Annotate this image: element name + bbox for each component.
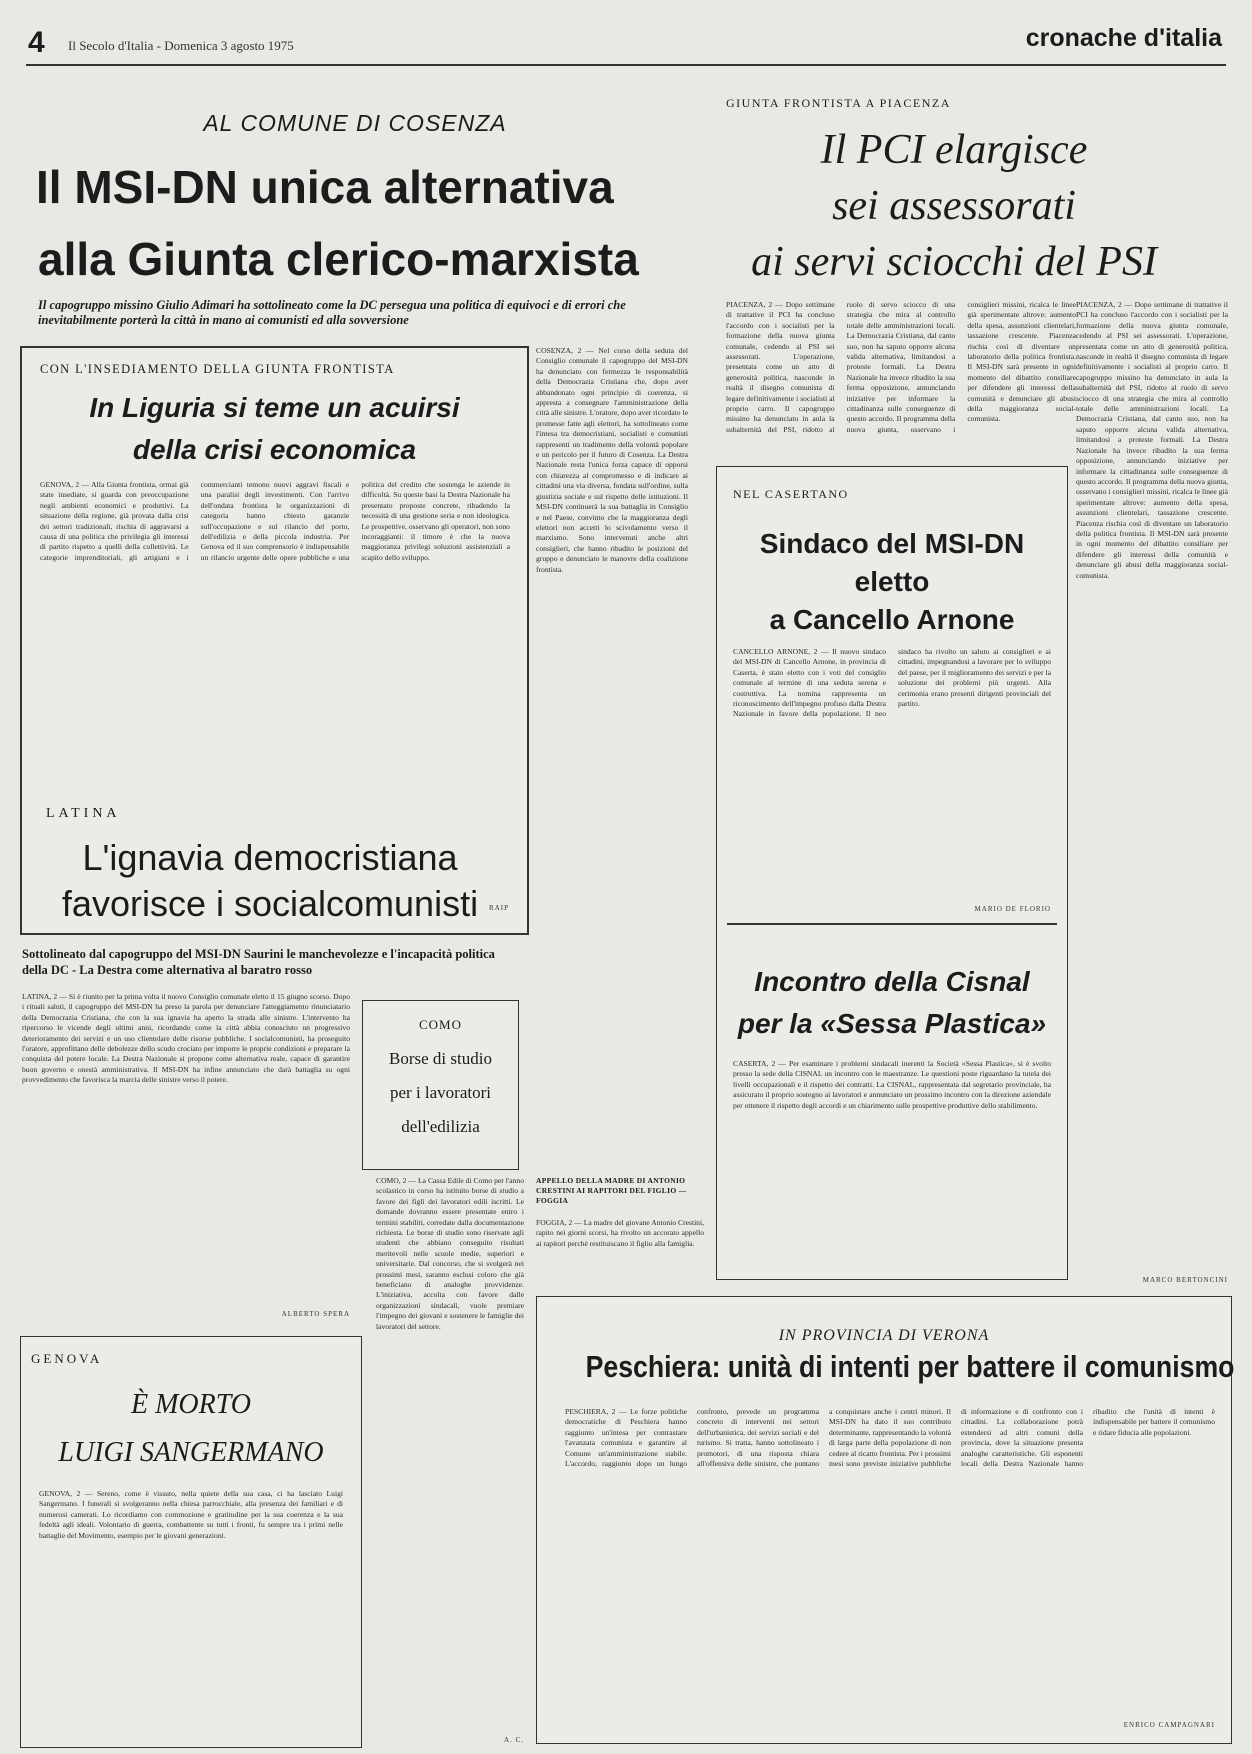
- como-signature: A. C.: [504, 1736, 524, 1744]
- cosenza-subtitle: Il capogruppo missino Giulio Adimari ha sottolineato come la DC persegua una politica di equivoci e di errori che inevitabilmente porterà la città in mano ai comunisti ed alla sovversione: [38, 298, 626, 327]
- casertano-divider: [727, 923, 1057, 925]
- piacenza-kicker: GIUNTA FRONTISTA A PIACENZA: [726, 96, 951, 110]
- como-title-line2: per i lavoratori: [389, 1083, 491, 1102]
- verona-title: Peschiera: unità di intenti per battere il comunismo: [585, 1349, 1235, 1384]
- liguria-title-line2: della crisi economica: [132, 434, 417, 465]
- cosenza-title-line1: Il MSI-DN unica alternativa: [36, 161, 614, 213]
- liguria-signature: RAIP: [489, 904, 509, 912]
- casertano-box: [716, 466, 1068, 1280]
- verona-signature: ENRICO CAMPAGNARI: [1123, 1721, 1215, 1729]
- liguria-kicker: CON L'INSEDIAMENTO DELLA GIUNTA FRONTISTA: [40, 362, 395, 376]
- genova-body: GENOVA, 2 — Sereno, come è vissuto, nella quiete della sua casa, ci ha lasciato Luigi Sangermano. I funerali si svolgeranno nella chiesa parrocchiale, alla presenza dei familiari e di numerosi camerati. Lo ricordiamo con commozione e gratitudine per la sua coerenza e la sua fedeltà agli ideali. Volontario di guerra, combattente su tutti i fronti, fu sempre tra i primi nelle battaglie del Movimento, esempio per le giovani generazioni.: [39, 1489, 343, 1540]
- verona-box: [536, 1296, 1235, 1744]
- cosenza-kicker: AL COMUNE DI COSENZA: [203, 110, 507, 136]
- casertano-title-line3: a Cancello Arnone: [769, 604, 1015, 635]
- como-box: [362, 1000, 519, 1170]
- latina-title-line2: favorisce i socialcomunisti: [61, 883, 479, 924]
- liguria-title-line1: In Liguria si teme un acuirsi: [89, 392, 460, 423]
- verona-body: PESCHIERA, 2 — Le forze politiche democratiche di Peschiera hanno raggiunto un'intesa per contrastare l'avanzata comunista e garantire al Comune un'amministrazione stabile. L'accordo, raggiunto dopo un lungo confronto, prevede un programma concreto di interventi nei settori dell'urbanistica, dei servizi sociali e del turismo. Si tratta, hanno sottolineato i promotori, di una risposta chiara all'offensiva delle sinistre, che puntano a conquistare anche i centri minori. Il MSI-DN ha dato il suo contributo determinante, rappresentando la volontà di larga parte della popolazione di non cedere al ricatto frontista. Per i prossimi mesi sono previste iniziative pubbliche di informazione e di confronto con i cittadini. La collaborazione potrà estendersi ad altri comuni della provincia, dove la situazione presenta analoghe caratteristiche. Gli esponenti locali della Destra Nazionale hanno ribadito che l'unità di intenti è indispensabile per battere il comunismo e ridare fiducia alle popolazioni.: [565, 1407, 1215, 1469]
- appello-body: FOGGIA, 2 — La madre del giovane Antonio Crestini, rapito nei giorni scorsi, ha rivolto un accorato appello ai rapitori perché restituiscano il figlio alla famiglia.: [536, 1218, 704, 1248]
- masthead: Il Secolo d'Italia - Domenica 3 agosto 1975: [68, 38, 294, 53]
- page-number: 4: [28, 26, 45, 59]
- piacenza-title-line1: Il PCI elargisce: [820, 127, 1088, 173]
- genova-kicker: GENOVA: [31, 1351, 103, 1366]
- piacenza-body-right: PIACENZA, 2 — Dopo settimane di trattative il PCI ha concluso l'accordo con i socialisti per la formazione della nuova giunta comunale, cedendo al PSI sei assessorati. L'operazione, presentata come un atto di generosità politica, nasconde in realtà il disegno comunista di legare definitivamente i socialisti al proprio carro. Il capogruppo missino ha denunciato in aula la subalternità del PSI, ridotto al ruolo di servo sciocco di una strategia che mira al controllo totale delle amministrazioni locali. La Democrazia Cristiana, dal canto suo, non ha saputo opporre alcuna valida alternativa, limitandosi a proteste formali. La Destra Nazionale ha invece ribadito la sua ferma opposizione, annunciando iniziative per informare la cittadinanza sulle conseguenze di questo accordo. Il programma della nuova giunta, osservano i consiglieri missini, ricalca le linee già sperimentate altrove: aumento della spesa, assunzioni clientelari, tassazione crescente. Piacenza rischia così di diventare un laboratorio della politica frontista. Il MSI-DN sarà presente in ogni momento del dibattito consiliare per difendere gli interessi della comunità e denunciare gli abusi della maggioranza social-comunista.: [1076, 300, 1228, 580]
- cisnal-title-line1: Incontro della Cisnal: [754, 966, 1030, 997]
- casertano-signature: MARIO DE FLORIO: [974, 905, 1051, 913]
- como-title-line1: Borse di studio: [389, 1049, 492, 1068]
- latina-subtitle: Sottolineato dal capogruppo del MSI-DN Saurini le manchevolezze e l'incapacità politica della DC - La Destra come alternativa al baratro rosso: [22, 947, 495, 977]
- como-kicker: COMO: [418, 1017, 462, 1032]
- liguria-body: GENOVA, 2 — Alla Giunta frontista, ormai già state insediate, si guarda con preoccupazione negli ambienti economici e produttivi. La situazione della regione, già provata dalla crisi dei settori tradizionali, rischia di aggravarsi a causa di una politica che privilegia gli interessi di partito rispetto a quelli della collettività. Le categorie imprenditoriali, gli artigiani e i commercianti temono nuovi aggravi fiscali e una paralisi degli investimenti. Con l'arrivo dell'ondata frontista le organizzazioni di categoria hanno chiesto garanzie sull'occupazione e sul rilancio del porto, dell'edilizia e della piccola industria. Per Genova ed il suo comprensorio è indispensabile un rilancio urgente delle opere pubbliche e una politica del credito che sostenga le aziende in difficoltà. Su queste basi la Destra Nazionale ha presentato proposte concrete, ribadendo la necessità di una gestione seria e non ideologica. Le prospettive, osservano gli operatori, non sono incoraggianti: il timore è che la nuova maggioranza privilegi soluzioni assistenziali a scapito dello sviluppo.: [40, 480, 510, 562]
- casertano-body: CANCELLO ARNONE, 2 — Il nuovo sindaco del MSI-DN di Cancello Arnone, in provincia di Caserta, è stato eletto con i voti del consiglio comunale al termine di una seduta serena e costruttiva. La nomina rappresenta un riconoscimento dell'impegno profuso dalla Destra Nazionale in favore della popolazione. Il neo sindaco ha rivolto un saluto ai consiglieri e ai cittadini, impegnandosi a lavorare per lo sviluppo del paese, per il miglioramento dei servizi e per la soluzione dei problemi più urgenti. Alla cerimonia erano presenti dirigenti provinciali del partito.: [733, 647, 1051, 719]
- genova-title-line2: LUIGI SANGERMANO: [58, 1437, 324, 1468]
- latina-signature: ALBERTO SPERA: [281, 1310, 350, 1318]
- cosenza-title-line2: alla Giunta clerico-marxista: [38, 233, 639, 285]
- appello-title: APPELLO DELLA MADRE DI ANTONIO CRESTINI AI RAPITORI DEL FIGLIO — FOGGIA: [536, 1176, 687, 1205]
- casertano-title-line1: Sindaco del MSI-DN: [759, 528, 1025, 559]
- piacenza-signature: MARCO BERTONCINI: [1142, 1276, 1228, 1284]
- cisnal-body: CASERTA, 2 — Per esaminare i problemi sindacali inerenti la Società «Sessa Plastica», si è svolto presso la sede della CISNAL un incontro con le maestranze. Le questioni poste riguardano la tutela dei livelli occupazionali e il rispetto dei contratti. La CISNAL, rappresentata dal segretario provinciale, ha assicurato il proprio sostegno ai lavoratori e annunciato un prossimo incontro con la direzione aziendale per ottenere il rispetto degli accordi e un chiarimento sulle prospettive produttive dello stabilimento.: [733, 1059, 1051, 1110]
- piacenza-title-line2: sei assessorati: [832, 183, 1076, 229]
- piacenza-title-line3: ai servi sciocchi del PSI: [751, 239, 1157, 285]
- latina-kicker: LATINA: [46, 806, 121, 821]
- cisnal-title-line2: per la «Sessa Plastica»: [737, 1008, 1047, 1039]
- casertano-kicker: NEL CASERTANO: [733, 487, 849, 501]
- verona-kicker: IN PROVINCIA DI VERONA: [778, 1327, 990, 1344]
- como-title-line3: dell'edilizia: [401, 1117, 480, 1136]
- como-body: COMO, 2 — La Cassa Edile di Como per l'anno scolastico in corso ha istituito borse di studio a favore dei figli dei lavoratori edili iscritti. Le domande dovranno essere presentate entro i termini stabiliti, corredate dalla documentazione richiesta. Le borse di studio sono riservate agli studenti che abbiano conseguito risultati meritevoli nelle scuole medie, superiori e universitarie. Dal concorso, che si svolgerà nei prossimi mesi, saranno esclusi coloro che già beneficiano di analoghe provvidenze. L'iniziativa, accolta con favore dalle organizzazioni sindacali, vuole premiare l'impegno dei giovani e sostenere le famiglie dei lavoratori del settore.: [376, 1176, 524, 1331]
- genova-box: [20, 1336, 362, 1748]
- casertano-title-line2: eletto: [854, 566, 930, 597]
- piacenza-body-top: PIACENZA, 2 — Dopo settimane di trattative il PCI ha concluso l'accordo con i socialisti per la formazione della nuova giunta comunale, cedendo al PSI sei assessorati. L'operazione, presentata come un atto di generosità politica, nasconde in realtà il disegno comunista di legare definitivamente i socialisti al proprio carro. Il capogruppo missino ha denunciato in aula la subalternità del PSI, ridotto al ruolo di servo sciocco di una strategia che mira al controllo totale delle amministrazioni locali. La Democrazia Cristiana, dal canto suo, non ha saputo opporre alcuna valida alternativa, limitandosi a proteste formali. La Destra Nazionale ha invece ribadito la sua ferma opposizione, annunciando iniziative per informare la cittadinanza sulle conseguenze di questo accordo. Il programma della nuova giunta, osservano i consiglieri missini, ricalca le linee già sperimentate altrove: aumento della spesa, assunzioni clientelari, tassazione crescente. Piacenza rischia così di diventare un laboratorio della politica frontista. Il MSI-DN sarà presente in ogni momento del dibattito consiliare per difendere gli interessi della comunità e denunciare gli abusi della maggioranza social-comunista.: [726, 300, 1076, 434]
- genova-title-line1: È MORTO: [130, 1389, 252, 1420]
- latina-body: LATINA, 2 — Si è riunito per la prima volta il nuovo Consiglio comunale eletto il 15 giugno scorso. Dopo i rituali saluti, il capogruppo del MSI-DN ha preso la parola per denunciare l'atteggiamento rinunciatario della Democrazia Cristiana, che con la sua ignavia ha aperto la strada alle sinistre. L'intervento ha ripercorso le vicende degli ultimi anni, ricordando come la città abbia conosciuto un progressivo deterioramento dei servizi e un uso clientelare delle risorse pubbliche. I socialcomunisti, ha proseguito l'oratore, approfittano delle debolezze dello scudo crociato per imporre le proprie condizioni e preparare la conquista del potere locale. La Destra Nazionale si propone come alternativa reale, capace di garantire buon governo e onestà amministrativa. Il MSI-DN ha infine annunciato che darà battaglia su ogni provvedimento che favorisca la marcia delle sinistre verso il potere.: [22, 992, 350, 1085]
- cosenza-body: COSENZA, 2 — Nel corso della seduta del Consiglio comunale il capogruppo del MSI-DN ha denunciato con fermezza le responsabilità della Democrazia Cristiana che, dopo aver abbandonato ogni principio di coerenza, si appresta a consegnare l'amministrazione della città alle sinistre. L'oratore, dopo aver ricordato le promesse fatte agli elettori, ha sottolineato come l'intesa tra democristiani, socialisti e comunisti rappresenti un tradimento della volontà popolare e un pericolo per il futuro di Cosenza. La Destra Nazionale resta l'unica forza capace di opporsi con chiarezza al compromesso e di indicare ai cittadini una via diversa, fondata sull'ordine, sulla giustizia sociale e sul rispetto delle istituzioni. Il MSI-DN continuerà la sua battaglia in Consiglio e nel Paese, convinto che la maggioranza degli elettori non accetti lo scivolamento verso il marxismo. Sono intervenuti anche altri consiglieri, che hanno ribadito le posizioni del gruppo e denunciato le manovre della coalizione frontista.: [536, 346, 688, 574]
- header-rule: [26, 64, 1226, 66]
- section-title: cronache d'italia: [1025, 24, 1222, 52]
- latina-title-line1: L'ignavia democristiana: [82, 837, 458, 878]
